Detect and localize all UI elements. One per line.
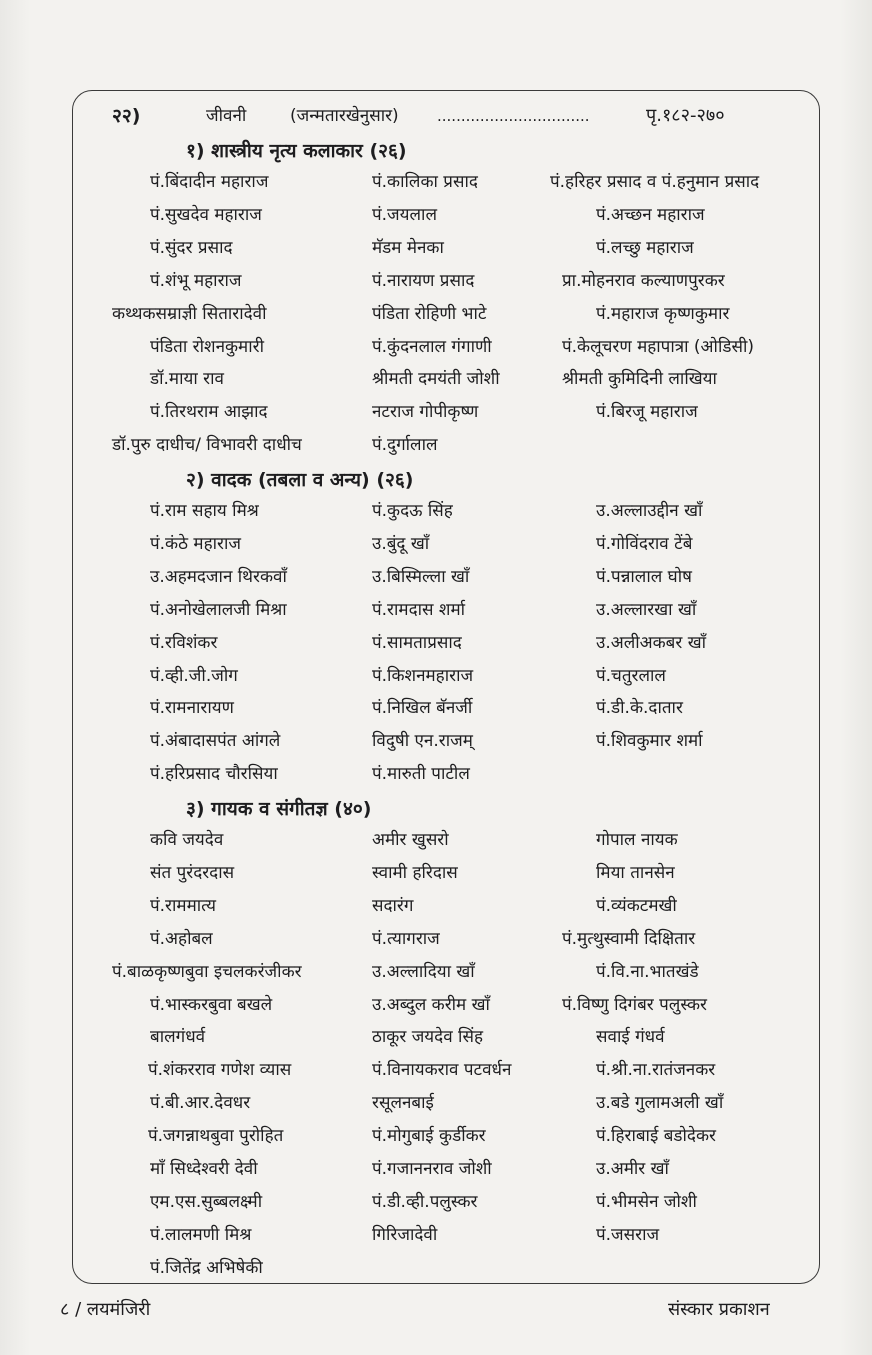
artist-name: सवाई गंधर्व [596,1027,665,1048]
artist-name: पं.बाळकृष्णबुवा इचलकरंजीकर [112,961,302,982]
artist-name: पं.हरिहर प्रसाद व पं.हनुमान प्रसाद [550,172,760,192]
artist-name: पं.बिरजू महाराज [596,402,698,423]
artist-name: पं.भास्करबुवा बखले [150,994,273,1015]
name-row [0,1187,872,1217]
name-row [0,595,872,625]
artist-name: अमीर खुसरो [372,830,449,850]
artist-name: पं.विष्णु दिगंबर पलुस्कर [562,994,707,1015]
artist-name: श्रीमती कुमिदिनी लाखिया [562,369,717,390]
name-row [0,726,872,756]
artist-name: पं.गोविंदराव टेंबे [596,533,693,554]
artist-name: कवि जयदेव [150,830,224,850]
artist-name: पं.किशनमहाराज [372,665,474,686]
artist-name: पं.सुंदर प्रसाद [150,237,233,258]
name-row [0,693,872,723]
artist-name: बालगंधर्व [150,1027,206,1048]
name-row [0,1088,872,1118]
header-pages: पृ.१८२-२७० [646,105,725,126]
name-row [0,430,872,460]
artist-name: पं.शिवकुमार शर्मा [596,731,703,752]
artist-name: उ.अल्लादिया खाँ [372,961,475,982]
artist-name: पं.कंठे महाराज [150,533,241,554]
artist-name: पं.मारुती पाटील [372,764,470,785]
header-dots: ................................ [437,107,590,125]
name-row [0,364,872,394]
name-row [0,332,872,362]
artist-name: पं.दुर्गालाल [372,435,438,456]
name-row [0,1154,872,1184]
name-row [0,266,872,296]
artist-name: पं.अहोबल [150,928,213,949]
artist-name: मिया तानसेन [596,862,675,883]
artist-name: पं.अनोखेलालजी मिश्रा [150,599,287,620]
artist-name: पं.तिरथराम आझाद [150,402,268,423]
artist-name: पं.रामनारायण [150,698,234,719]
artist-name: सदारंग [372,895,414,916]
artist-name: श्रीमती दमयंती जोशी [372,369,500,390]
artist-name: उ.अल्लाउद्दीन खाँ [596,501,703,521]
artist-name: पं.जगन्नाथबुवा पुरोहित [148,1126,284,1147]
artist-name: पं.मुत्थुस्वामी दिक्षितार [562,928,696,949]
artist-name: पं.कुदऊ सिंह [372,501,453,521]
artist-name: कथ्थकसम्राज्ञी सितारादेवी [112,303,267,324]
name-row [0,628,872,658]
artist-name: पं.शंकरराव गणेश व्यास [148,1060,292,1081]
name-row [0,891,872,921]
header-number: २२) [112,105,141,127]
artist-name: एम.एस.सुब्बलक्ष्मी [150,1191,263,1212]
artist-name: ठाकूर जयदेव सिंह [372,1027,483,1048]
artist-name: पं.कुंदनलाल गंगाणी [372,336,492,357]
artist-name: रसूलनबाई [372,1093,434,1114]
artist-name: पं.डी.व्ही.पलुस्कर [372,1191,478,1212]
section-heading-text: ३) गायक व संगीतज्ञ (४०) [186,798,372,820]
name-row [0,299,872,329]
name-row [0,200,872,230]
artist-name: उ.अमीर खाँ [596,1159,669,1179]
artist-name: माँ सिध्देश्वरी देवी [150,1159,258,1179]
artist-name: पं.पन्नालाल घोष [596,566,692,587]
name-row [0,496,872,526]
artist-name: पं.केलूचरण महापात्रा (ओडिसी) [562,336,754,357]
artist-name: उ.अलीअकबर खाँ [596,632,707,653]
footer-publisher: संस्कार प्रकाशन [668,1299,770,1320]
footer-page-number: ८ / लयमंजिरी [60,1299,151,1320]
artist-name: पं.हरिप्रसाद चौरसिया [150,764,278,785]
artist-name: पं.बिंदादीन महाराज [150,172,269,192]
name-row [0,1055,872,1085]
name-row [0,1220,872,1250]
artist-name: पं.महाराज कृष्णकुमार [596,303,730,324]
artist-name: पं.डी.के.दातार [596,698,683,719]
name-row [0,1121,872,1151]
artist-name: उ.अब्दुल करीम खाँ [372,994,490,1015]
artist-name: पं.रामदास शर्मा [372,599,466,620]
artist-name: पं.सुखदेव महाराज [150,204,262,225]
artist-name: पं.भीमसेन जोशी [596,1191,697,1212]
artist-name: पं.सामताप्रसाद [372,632,462,653]
name-row [0,924,872,954]
artist-name: पं.जितेंद्र अभिषेकी [150,1257,263,1278]
artist-name: पं.कालिका प्रसाद [372,172,478,192]
artist-name: पं.राम सहाय मिश्र [150,501,259,521]
artist-name: पंडिता रोहिणी भाटे [372,303,487,324]
header-title: जीवनी [206,106,247,126]
name-row [0,661,872,691]
artist-name: पं.व्यंकटमखी [596,895,677,916]
artist-name: पं.गजाननराव जोशी [372,1159,492,1179]
artist-name: डॉ.पुरु दाधीच/ विभावरी दाधीच [112,435,302,456]
artist-name: पं.राममात्य [150,895,216,916]
artist-name: पं.हिराबाई बडोदेकर [596,1126,716,1147]
artist-name: पं.बी.आर.देवधर [150,1093,251,1114]
artist-name: पं.व्ही.जी.जोग [150,665,238,686]
artist-name: डॉ.माया राव [150,369,224,390]
name-row [0,825,872,855]
artist-name: उ.बुंदू खाँ [372,533,430,554]
name-row [0,529,872,559]
artist-name: मॅडम मेनका [372,237,444,258]
header-row [0,101,872,131]
artist-name: पं.रविशंकर [150,632,218,653]
artist-name: संत पुरंदरदास [150,862,235,883]
artist-name: नटराज गोपीकृष्ण [372,402,479,423]
artist-name: पं.जसराज [596,1224,660,1245]
section-heading-text: २) वादक (तबला व अन्य) (२६) [186,469,414,491]
artist-name: पं.विनायकराव पटवर्धन [372,1060,512,1081]
artist-name: विदुषी एन.राजम् [372,731,473,752]
name-row [0,990,872,1020]
artist-name: उ.अल्लारखा खाँ [596,599,697,620]
artist-name: पं.निखिल बॅनर्जी [372,698,473,719]
artist-name: प्रा.मोहनराव कल्याणपुरकर [562,270,725,291]
artist-name: पंडिता रोशनकुमारी [150,336,264,357]
header-subtitle: (जन्मतारखेनुसार) [290,106,399,126]
artist-name: पं.लालमणी मिश्र [150,1224,252,1245]
name-row [0,397,872,427]
name-row [0,1253,872,1283]
artist-name: पं.नारायण प्रसाद [372,270,475,291]
artist-name: पं.श्री.ना.रातंजनकर [596,1060,716,1081]
artist-name: पं.शंभू महाराज [150,270,242,291]
section-heading-text: १) शास्त्रीय नृत्य कलाकार (२६) [186,140,407,162]
artist-name: पं.मोगुबाई कुर्डीकर [372,1126,486,1147]
artist-name: पं.जयलाल [372,204,437,225]
artist-name: पं.वि.ना.भातखंडे [596,961,699,982]
artist-name: पं.अंबादासपंत आंगले [150,731,281,752]
name-row [0,759,872,789]
name-row [0,858,872,888]
artist-name: उ.बडे गुलामअली खाँ [596,1093,724,1114]
artist-name: उ.अहमदजान थिरकवाँ [150,566,287,587]
artist-name: उ.बिस्मिल्ला खाँ [372,566,470,587]
name-row [0,233,872,263]
artist-name: गिरिजादेवी [372,1224,438,1245]
artist-name: स्वामी हरिदास [372,862,458,883]
name-row [0,167,872,197]
name-row [0,957,872,987]
name-row [0,1022,872,1052]
artist-name: पं.लच्छु महाराज [596,237,694,258]
name-row [0,562,872,592]
artist-name: पं.त्यागराज [372,928,440,949]
artist-name: पं.अच्छन महाराज [596,204,705,225]
artist-name: पं.चतुरलाल [596,665,666,686]
artist-name: गोपाल नायक [596,830,678,850]
